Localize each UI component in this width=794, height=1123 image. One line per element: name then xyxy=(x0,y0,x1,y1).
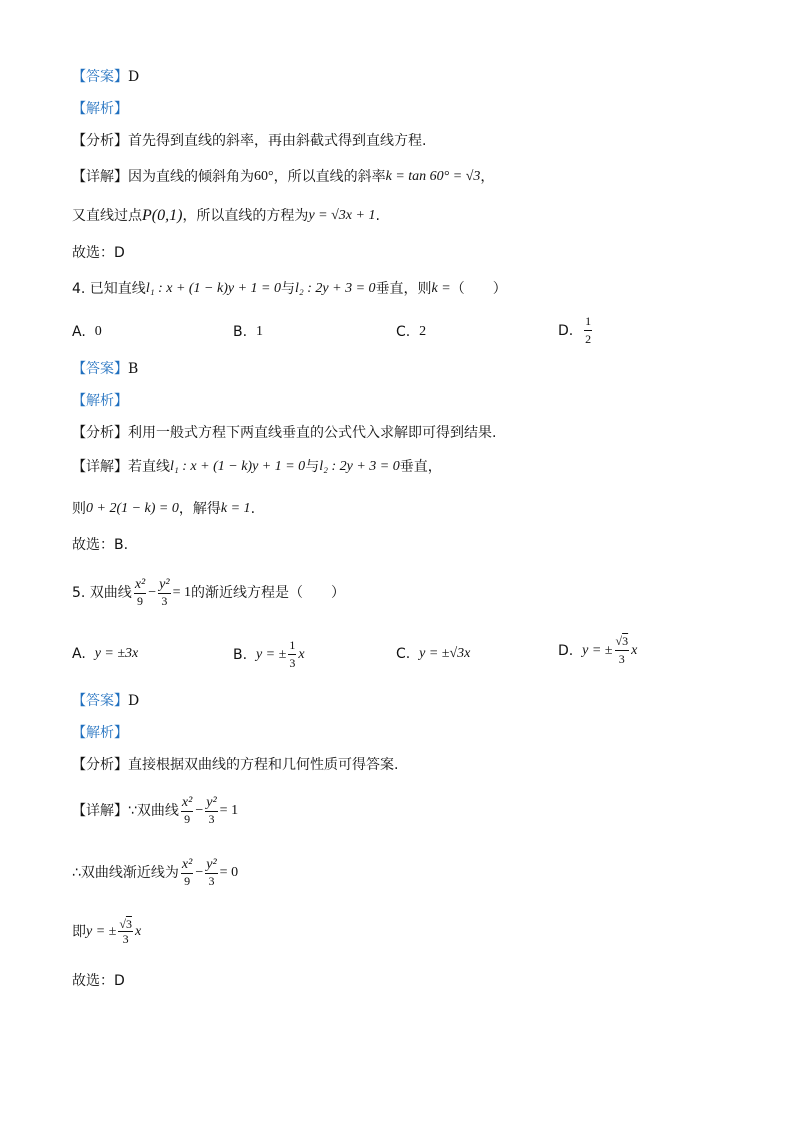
point: P(0,1) xyxy=(142,207,183,224)
fraction xyxy=(584,314,592,347)
q5-result-line: 即 y = ± $\frac{√3}{3}$ x xyxy=(72,917,142,946)
q3-xiangjie-line xyxy=(72,170,494,184)
xiangjie-text: 若直线 xyxy=(128,459,170,475)
q5-choice xyxy=(72,974,125,988)
text: 又直线过点 xyxy=(72,208,142,224)
q4-stem xyxy=(72,282,507,296)
paren: （ ） xyxy=(450,281,507,297)
result: k = 1 xyxy=(220,501,251,516)
q3-fenxi-line xyxy=(72,134,426,148)
q5-xiangjie-line: 【详解】 ∵双曲线 $\frac{\text{x²}}{9}$ − $\frac{\text{y²}}{3}$ = 1 xyxy=(72,795,239,826)
option-letter: B. xyxy=(233,324,248,340)
q4-option-d[interactable] xyxy=(558,314,594,347)
stem-text: 4. 已知直线 xyxy=(72,281,146,297)
option-letter: D. xyxy=(558,642,574,659)
q5-option-d[interactable]: D. y = ± $\frac{√3}{3}$ x xyxy=(558,634,638,666)
q4-option-a[interactable] xyxy=(72,324,102,340)
q4-option-c[interactable] xyxy=(396,324,426,340)
option-value: y = ±√3x xyxy=(419,646,471,661)
calc-equation: 0 + 2(1 − k) = 0 xyxy=(86,501,179,516)
option-letter: A. xyxy=(72,646,86,662)
option-value: 1 xyxy=(255,324,263,339)
k-var: k = xyxy=(431,281,451,296)
analysis-tag: 【解析】 xyxy=(72,101,128,117)
numerator: 1 xyxy=(584,314,592,331)
choice-text: 故选：B. xyxy=(72,537,129,553)
line-l2: l₂ : 2y + 3 = 0 xyxy=(319,459,400,474)
q3-choice xyxy=(72,246,125,260)
option-letter: C. xyxy=(396,324,411,340)
x2-over-9: $\frac{\text{x²}}{9}$ xyxy=(134,577,146,608)
stem-text: 5. 双曲线 xyxy=(72,584,132,601)
q3-answer-line xyxy=(72,70,139,84)
xiangjie-text-b: 垂直， xyxy=(399,459,442,475)
q4-answer-line xyxy=(72,362,138,376)
q4-fenxi-line xyxy=(72,426,496,440)
option-value: y = ± xyxy=(582,642,613,658)
line-l2: l₂ : 2y + 3 = 0 xyxy=(295,281,376,296)
answer-tag: 【答案】 xyxy=(72,693,128,709)
xiangjie-tag: 【详解】 xyxy=(72,169,128,185)
option-letter: C. xyxy=(396,646,411,662)
text: ，解得 xyxy=(178,501,221,517)
line-equation: y = √3x + 1 xyxy=(308,208,376,223)
xiangjie-text: 因为直线的倾斜角为 xyxy=(128,169,254,185)
q5-option-b[interactable]: B. y = ± $\frac{1}{3}$ x xyxy=(233,638,305,670)
stem-with: 与 xyxy=(281,281,295,297)
choice-text: 故选：D xyxy=(72,245,125,261)
q4-xiangjie-line xyxy=(72,460,442,474)
line-l1: l₁ : x + (1 − k)y + 1 = 0 xyxy=(170,459,306,474)
answer-tag: 【答案】 xyxy=(72,69,128,85)
text: ，所以直线的方程为 xyxy=(182,208,309,224)
fenxi-tag: 【分析】 xyxy=(72,757,128,773)
angle-value: 60° xyxy=(254,169,274,184)
text: ∴双曲线渐近线为 xyxy=(72,864,179,881)
y2-over-3: $\frac{\text{y²}}{3}$ xyxy=(159,577,170,608)
text: 则 xyxy=(72,501,86,517)
q5-option-c[interactable] xyxy=(396,646,470,662)
text: . xyxy=(250,501,256,517)
xiangjie-tag: 【详解】 xyxy=(72,459,128,475)
fenxi-text: 首先得到直线的斜率，再由斜截式得到直线方程. xyxy=(128,133,427,149)
answer-value: D xyxy=(128,693,140,709)
q5-asymptote-line: ∴双曲线渐近线为 $\frac{\text{x²}}{9}$ − $\frac{\text{y²}}{3}$ = 0 xyxy=(72,857,239,888)
text: 即 xyxy=(72,923,86,940)
option-value: y = ±3x xyxy=(94,646,139,661)
xiangjie-tag: 【详解】 xyxy=(72,802,128,819)
analysis-tag: 【解析】 xyxy=(72,393,128,409)
choice-text: 故选：D xyxy=(72,973,125,989)
stem-text-b: 的渐近线方程是（ ） xyxy=(190,584,345,601)
option-letter: A. xyxy=(72,324,86,340)
option-letter: D. xyxy=(558,322,574,339)
q3-line-equation xyxy=(72,208,380,224)
fenxi-text: 直接根据双曲线的方程和几何性质可得答案. xyxy=(128,757,399,773)
fenxi-tag: 【分析】 xyxy=(72,133,128,149)
line-l1: l₁ : x + (1 − k)y + 1 = 0 xyxy=(145,281,281,296)
answer-value: D xyxy=(128,69,140,85)
q5-analysis-heading xyxy=(72,726,128,740)
option-value: y = ± xyxy=(255,646,287,662)
answer-value: B xyxy=(128,361,139,377)
xiangjie-text-b: ，所以直线的斜率 xyxy=(273,169,386,185)
q4-option-b[interactable] xyxy=(233,324,263,340)
q5-answer-line xyxy=(72,694,139,708)
option-value: 2 xyxy=(419,324,427,339)
slope-formula: k = tan 60° = √3 xyxy=(385,169,481,184)
q5-fenxi-line xyxy=(72,758,398,772)
answer-tag: 【答案】 xyxy=(72,361,128,377)
denominator: 2 xyxy=(585,332,592,346)
option-letter: B. xyxy=(233,646,248,663)
sqrt3-over-3: $\frac{√3}{3}$ xyxy=(615,634,629,666)
xiangjie-text: ∵双曲线 xyxy=(128,802,179,819)
analysis-tag: 【解析】 xyxy=(72,725,128,741)
q5-stem: 5. 双曲线 $\frac{\text{x²}}{9}$ − $\frac{\text{y²}}{3}$ = 1 的渐近线方程是（ ） xyxy=(72,577,345,608)
one-third: $\frac{1}{3}$ xyxy=(289,638,296,670)
fenxi-text: 利用一般式方程下两直线垂直的公式代入求解即可得到结果. xyxy=(128,425,497,441)
text: . xyxy=(375,208,380,224)
stem-text-b: 垂直，则 xyxy=(375,281,432,297)
fenxi-tag: 【分析】 xyxy=(72,425,128,441)
option-value: 0 xyxy=(94,324,102,339)
q3-analysis-heading xyxy=(72,102,128,116)
q5-option-a[interactable] xyxy=(72,646,138,662)
q4-choice xyxy=(72,538,128,552)
q4-calc-line xyxy=(72,502,255,516)
q4-analysis-heading xyxy=(72,394,128,408)
xiangjie-end: ， xyxy=(480,169,495,185)
with: 与 xyxy=(305,459,320,475)
